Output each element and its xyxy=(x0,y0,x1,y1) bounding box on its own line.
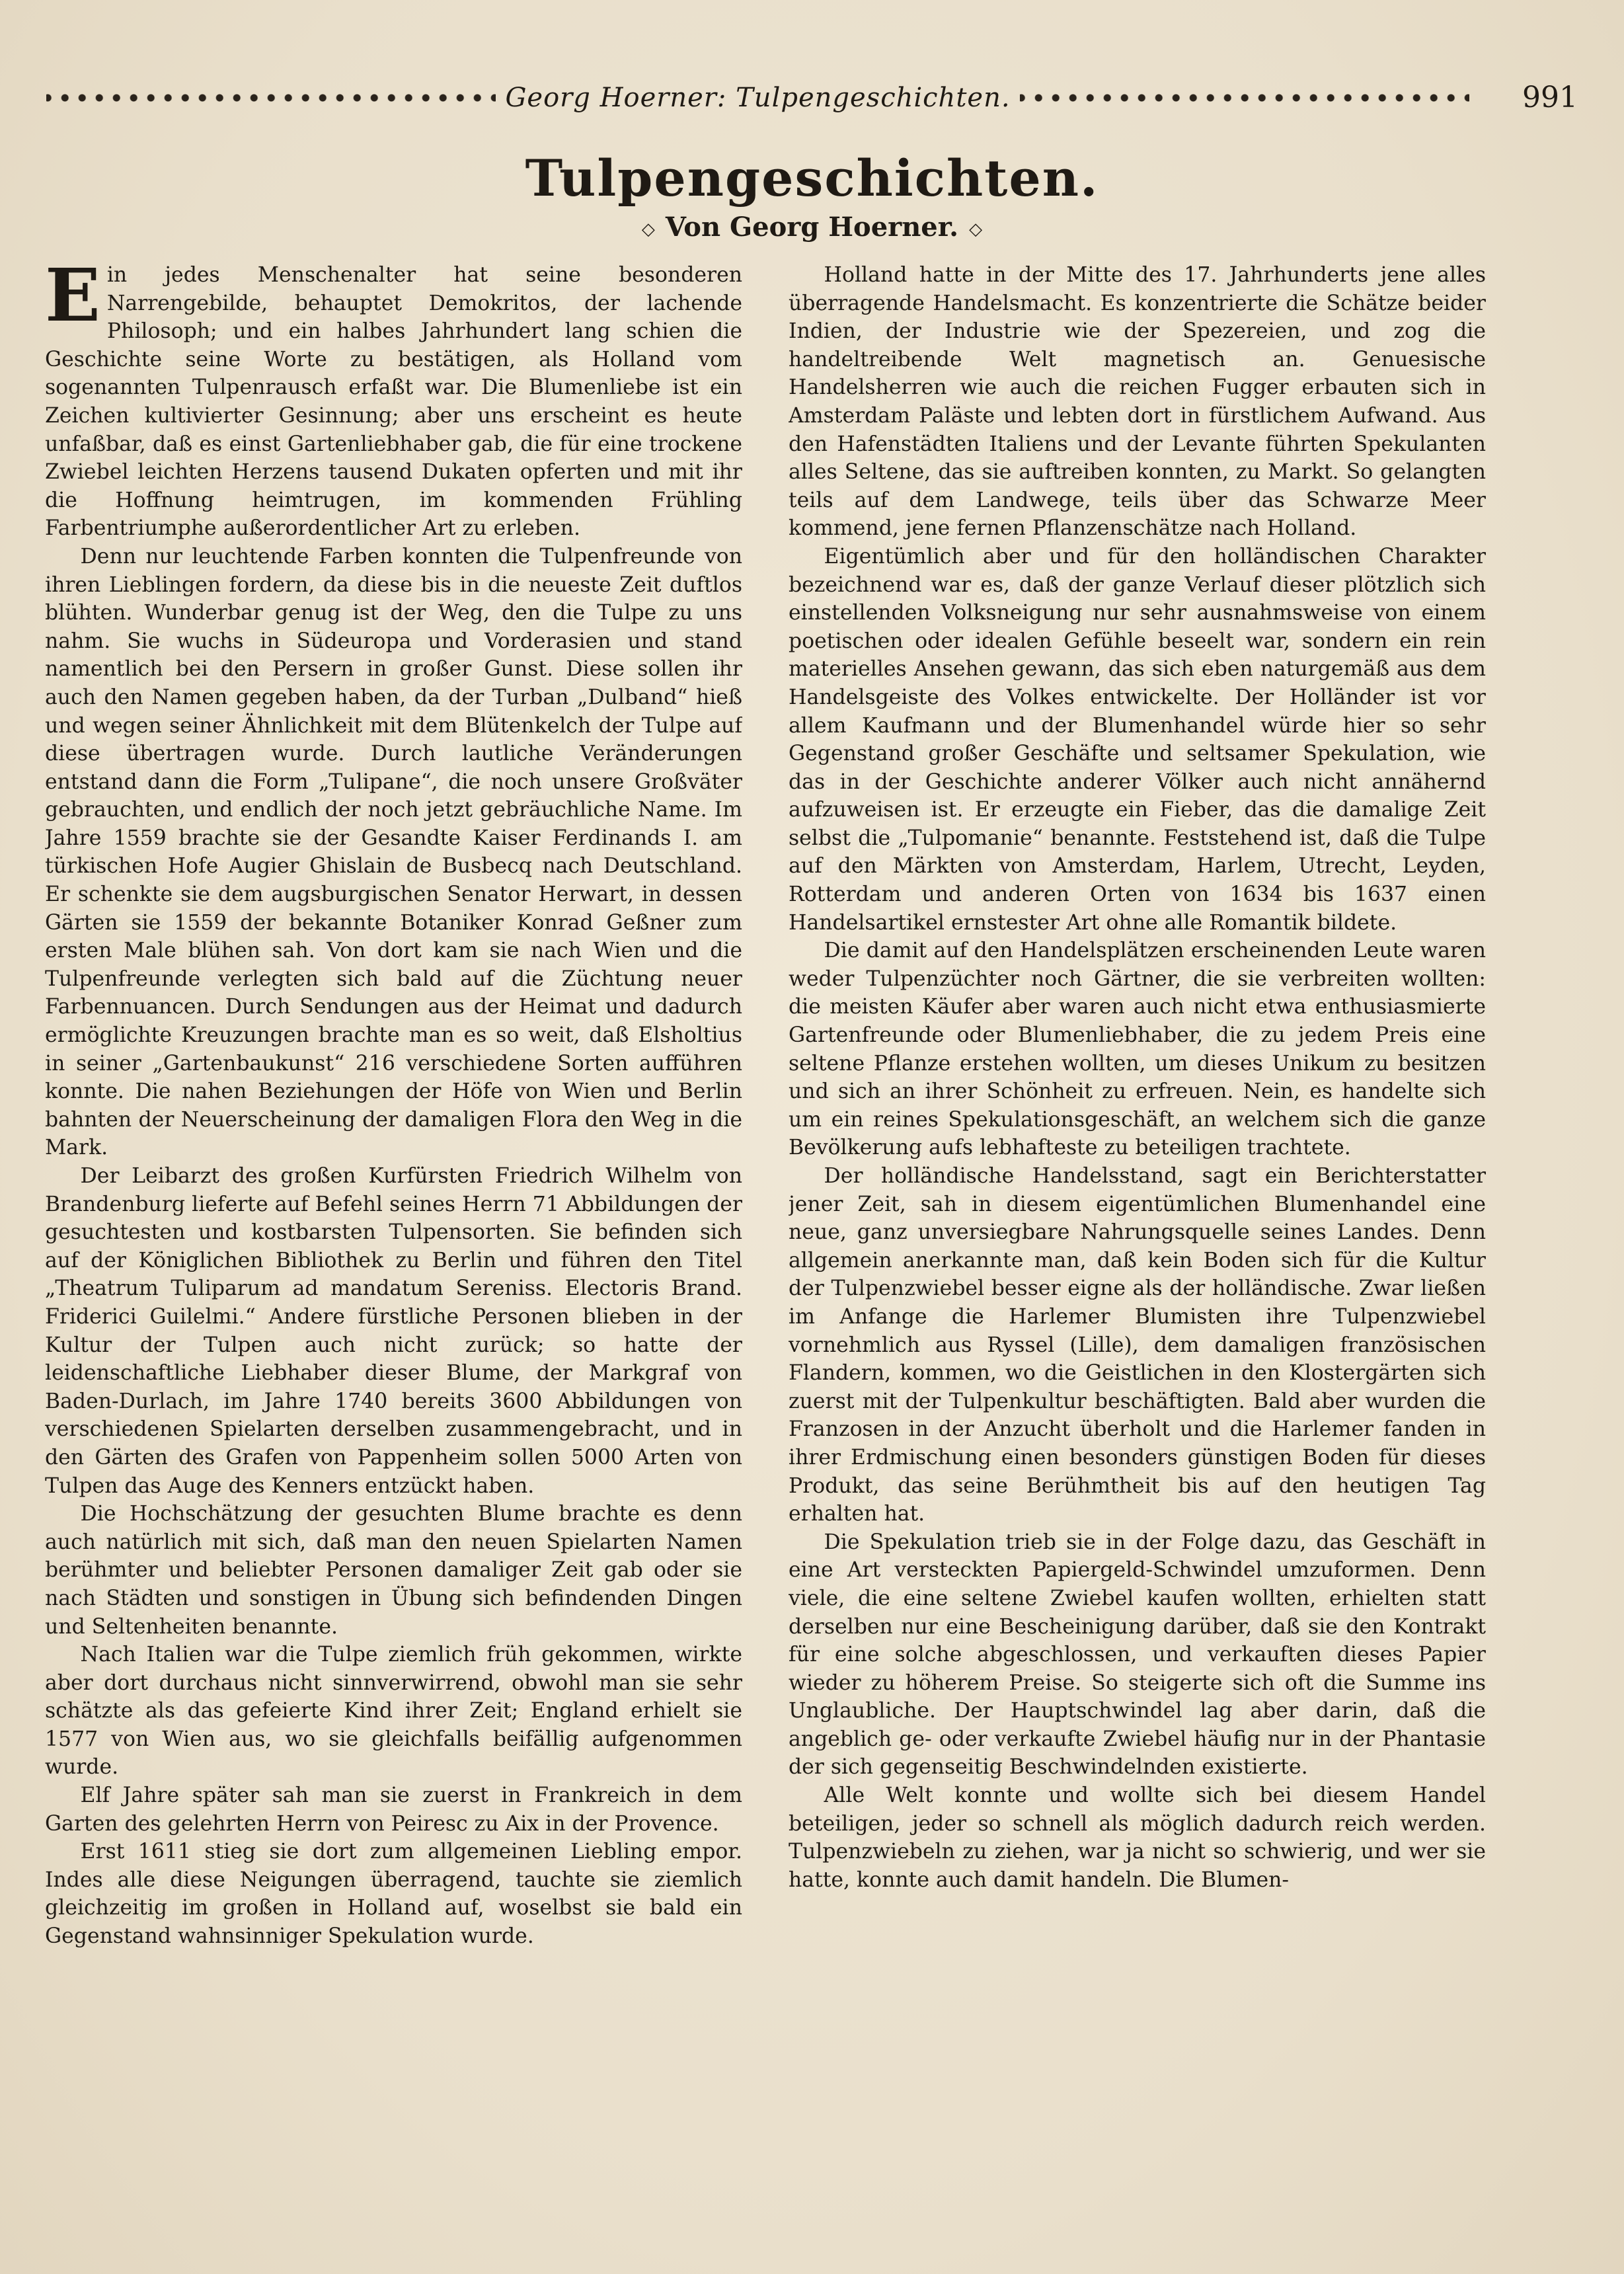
paragraph xyxy=(789,543,1486,937)
paragraph xyxy=(45,543,742,1162)
paragraph xyxy=(789,1162,1486,1528)
article-body xyxy=(45,261,1486,2238)
page-number: 991 xyxy=(1522,81,1578,114)
paragraph xyxy=(789,261,1486,543)
drop-cap: E xyxy=(45,261,100,338)
paragraph-text: Erst 1611 stieg sie dort zum allgemeinen Liebling empor. Indes alle diese Neigungen überragend, tauchte sie ziemlich gleichzeitig im großen in Holland auf, woselbst sie bald ein Gegenstand wahnsinniger Spekulation wurde. xyxy=(45,1840,742,1949)
paragraph-text: Die damit auf den Handelsplätzen erscheinenden Leute waren weder Tulpenzüchter noch Gärtner, die sie verbreiten wollten: die meisten Käufer aber waren auch nicht etwa enthusiasmierte Gartenfreunde oder Blumenliebhaber, die zu jedem Preis eine seltene Pflanze erstehen wollten, um dieses Unikum zu besitzen und sich an ihrer Schönheit zu erfreuen. Nein, es handelte sich um ein reines Spekulationsgeschäft, an welchem sich die ganze Bevölkerung aufs lebhafteste zu beteiligen trachtete. xyxy=(789,939,1486,1160)
diamond-icon: ◇ xyxy=(641,219,655,239)
paragraph xyxy=(789,937,1486,1162)
paragraph xyxy=(45,1838,742,1950)
paragraph xyxy=(45,1500,742,1641)
paragraph-text: in jedes Menschenalter hat seine besonderen Narrengebilde, behauptet Demokritos, der lachende Philosoph; und ein halbes Jahrhundert lang schien die Geschichte seine Worte zu bestätigen, als Holland vom sogenannten Tulpenrausch erfaßt war. Die Blumenliebe ist ein Zeichen kultivierter Gesinnung; aber uns erscheint es heute unfaßbar, daß es einst Gartenliebhaber gab, die für eine trockene Zwiebel leichten Herzens tausend Dukaten opferten und mit ihr die Hoffnung heimtrugen, im kommenden Frühling Farbentriumphe außerordentlicher Art zu erleben. xyxy=(45,263,742,541)
paragraph-text: Der Leibarzt des großen Kurfürsten Friedrich Wilhelm von Brandenburg lieferte auf Befehl seines Herrn 71 Abbildungen der gesuchtesten und kostbarsten Tulpensorten. Sie befinden sich auf der Königlichen Bibliothek zu Berlin und führen den Titel „Theatrum Tuliparum ad mandatum Sereniss. Electoris Brand. Friderici Guilelmi.“ Andere fürstliche Personen blieben in der Kultur der Tulpen auch nicht zurück; so hatte der leidenschaftliche Liebhaber dieser Blume, der Markgraf von Baden-Durlach, im Jahre 1740 bereits 3600 Abbildungen von verschiedenen Spielarten derselben zusammengebracht, und in den Gärten des Grafen von Pappenheim sollen 5000 Arten von Tulpen das Auge des Kenners entzückt haben. xyxy=(45,1164,742,1498)
byline-text: Von Georg Hoerner. xyxy=(665,212,959,243)
ornament-right-icon xyxy=(1020,92,1469,104)
paragraph xyxy=(45,1782,742,1838)
paragraph xyxy=(45,1162,742,1500)
ornament-left-icon xyxy=(46,92,496,104)
paragraph xyxy=(45,261,742,543)
paragraph-text: Denn nur leuchtende Farben konnten die Tulpenfreunde von ihren Lieblingen fordern, da diese bis in die neueste Zeit duftlos blühten. Wunderbar genug ist der Weg, den die Tulpe zu uns nahm. Sie wuchs in Südeuropa und Vorderasien und stand namentlich bei den Persern in großer Gunst. Diese sollen ihr auch den Namen gegeben haben, da der Turban „Dulband“ hieß und wegen seiner Ähnlichkeit mit dem Blütenkelch der Tulpe auf diese übertragen wurde. Durch lautliche Veränderungen entstand dann die Form „Tulipane“, die noch unsere Großväter gebrauchten, und endlich der noch jetzt gebräuchliche Name. Im Jahre 1559 brachte sie der Gesandte Kaiser Ferdinands I. am türkischen Hofe Augier Ghislain de Busbecq nach Deutschland. Er schenkte sie dem augsburgischen Senator Herwart, in dessen Gärten sie 1559 der bekannte Botaniker Konrad Geßner zum ersten Male blühen sah. Von dort kam sie nach Wien und die Tulpenfreunde verlegten sich bald auf die Züchtung neuer Farbennuancen. Durch Sendungen aus der Heimat und dadurch ermöglichte Kreuzungen brachte man es so weit, daß Elsholtius in seiner „Gartenbaukunst“ 216 verschiedene Sorten aufführen konnte. Die nahen Beziehungen der Höfe von Wien und Berlin bahnten der Neuerscheinung der damaligen Flora den Weg in die Mark. xyxy=(45,544,742,1160)
paragraph-text: Alle Welt konnte und wollte sich bei diesem Handel beteiligen, jeder so schnell als möglich dadurch reich werden. Tulpenzwiebeln zu ziehen, war ja nicht so schwierig, und wer sie hatte, konnte auch damit handeln. Die Blumen- xyxy=(789,1784,1486,1892)
paragraph xyxy=(45,1641,742,1782)
paragraph-text: Holland hatte in der Mitte des 17. Jahrhunderts jene alles überragende Handelsmacht. Es konzentrierte die Schätze beider Indien, der Industrie wie der Spezereien, und zog die handeltreibende Welt magnetisch an. Genuesische Handelsherren wie auch die reichen Fugger erbauten sich in Amsterdam Paläste und lebten dort in fürstlichem Aufwand. Aus den Hafenstädten Italiens und der Levante führten Spekulanten alles Seltene, das sie auftreiben konnten, zu Markt. So gelangten teils auf dem Landwege, teils über das Schwarze Meer kommend, jene fernen Pflanzenschätze nach Holland. xyxy=(789,263,1486,541)
paragraph-text: Der holländische Handelsstand, sagt ein Berichterstatter jener Zeit, sah in diesem eigentümlichen Blumenhandel eine neue, ganz unversiegbare Nahrungsquelle seines Landes. Denn allgemein anerkannte man, daß kein Boden sich für die Kultur der Tulpenzwiebel besser eigne als der holländische. Zwar ließen im Anfange die Harlemer Blumisten ihre Tulpenzwiebel vornehmlich aus Ryssel (Lille), dem damaligen französischen Flandern, kommen, wo die Geistlichen in den Klostergärten sich zuerst mit der Tulpenkultur beschäftigten. Bald aber wurden die Franzosen in der Anzucht überholt und die Harlemer fanden in ihrer Erdmischung einen besonders günstigen Boden für dieses Produkt, das seine Berühmtheit bis auf den heutigen Tag erhalten hat. xyxy=(789,1164,1486,1526)
running-title: Georg Hoerner: Tulpengeschichten. xyxy=(505,83,1011,113)
running-head xyxy=(46,78,1479,118)
byline xyxy=(0,212,1624,243)
paragraph-text: Elf Jahre später sah man sie zuerst in Frankreich in dem Garten des gelehrten Herrn von Peiresc zu Aix in der Provence. xyxy=(45,1784,742,1836)
diamond-icon: ◇ xyxy=(969,219,983,239)
right-column xyxy=(789,261,1486,2238)
paragraph-text: Eigentümlich aber und für den holländischen Charakter bezeichnend war es, daß der ganze Verlauf dieser plötzlich sich einstellenden Volksneigung nur sehr ausnahmsweise von einem poetischen oder idealen Gefühle beseelt war, sondern ein rein materielles Ansehen gewann, das sich eben naturgemäß aus dem Handelsgeiste des Volkes entwickelte. Der Holländer ist vor allem Kaufmann und der Blumenhandel würde hier so sehr Gegenstand großer Geschäfte und seltsamer Spekulation, wie das in der Geschichte anderer Völker auch nicht annähernd aufzuweisen ist. Er erzeugte ein Fieber, das die damalige Zeit selbst die „Tulpomanie“ benannte. Feststehend ist, daß die Tulpe auf den Märkten von Amsterdam, Harlem, Utrecht, Leyden, Rotterdam und anderen Orten von 1634 bis 1637 einen Handelsartikel ernstester Art ohne alle Romantik bildete. xyxy=(789,544,1486,935)
paragraph-text: Die Spekulation trieb sie in der Folge dazu, das Geschäft in eine Art versteckten Papiergeld-Schwindel umzuformen. Denn viele, die eine seltene Zwiebel kaufen wollten, erhielten statt derselben nur eine Bescheinigung darüber, daß sie den Kontrakt für eine solche abgeschlossen, und verkauften dieses Papier wieder zu höherem Preise. So steigerte sich oft die Summe ins Unglaubliche. Der Hauptschwindel lag aber darin, daß die angeblich ge- oder verkaufte Zwiebel häufig nur in der Phantasie der sich gegenseitig Beschwindelnden existierte. xyxy=(789,1530,1486,1780)
left-column xyxy=(45,261,742,2238)
paragraph-text: Die Hochschätzung der gesuchten Blume brachte es denn auch natürlich mit sich, daß man den neuen Spielarten Namen berühmter und beliebter Personen damaliger Zeit gab oder sie nach Städten und sonstigen in Übung sich befindenden Dingen und Seltenheiten benannte. xyxy=(45,1502,742,1639)
paragraph-text: Nach Italien war die Tulpe ziemlich früh gekommen, wirkte aber dort durchaus nicht sinnverwirrend, obwohl man sie sehr schätzte als das gefeierte Kind ihrer Zeit; England erhielt sie 1577 von Wien aus, wo sie gleichfalls beifällig aufgenommen wurde. xyxy=(45,1643,742,1780)
article-title: Tulpengeschichten. xyxy=(525,149,1099,208)
paragraph xyxy=(789,1782,1486,1894)
paragraph xyxy=(789,1528,1486,1782)
